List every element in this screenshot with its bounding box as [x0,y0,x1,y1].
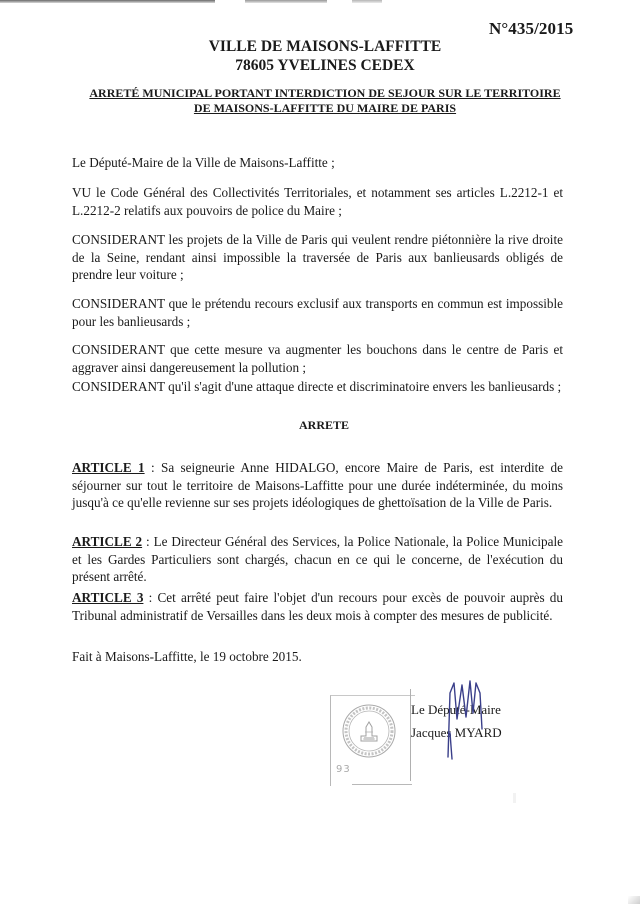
signatory-name: Jacques MYARD [411,725,502,740]
postal-address: 78605 YVELINES CEDEX [235,57,415,74]
article-3-separator: : [143,590,158,605]
municipality-header [0,37,640,75]
document-number: N°435/2015 [489,19,574,38]
decree-title-line-2: DE MAISONS-LAFFITTE DU MAIRE DE PARIS [193,100,457,115]
decree-title [0,86,640,115]
article-2 [72,533,563,586]
handwritten-signature-icon [440,673,500,763]
article-3-label: ARTICLE 3 [72,590,144,605]
arrete-heading: ARRETE [298,418,349,432]
stamp-underline [352,784,412,785]
preamble-considerant-3: CONSIDERANT que cette mesure va augmenter les bouchons dans le centre de Paris et aggraver ainsi dangereusement la pollution ; [72,342,563,375]
article-3 [72,589,563,624]
municipal-seal-icon [341,703,397,759]
article-1-label: ARTICLE 1 [72,460,145,475]
article-2-separator: : [142,534,154,549]
preamble-considerant-1: CONSIDERANT les projets de la Ville de Paris qui veulent rendre piétonnière la rive droite de la Seine, rendant ainsi impossible la traversée de Paris aux banlieusards obligés de prendre leur voiture ; [72,232,563,282]
preamble-considerant-4: CONSIDERANT qu'il s'agit d'une attaque directe et discriminatoire envers les banlieusards ; [72,379,562,394]
signature-block [322,685,522,795]
stamp-number: 93 [336,764,351,775]
signatory-title: Le Député-Maire [411,702,501,717]
scan-artifact [513,793,516,803]
article-1-text: Sa seigneurie Anne HIDALGO, encore Maire de Paris, est interdite de séjourner sur tout le territoire de Maisons-Laffitte pour une durée indéterminée, du moins jusqu'à ce qu'elle revienne sur ses projets idéologiques de ghettoïsation de la Ville de Paris. [72,460,563,510]
city-name: VILLE DE MAISONS-LAFFITTE [208,38,442,55]
article-2-text: Le Directeur Général des Services, la Police Nationale, la Police Municipale et les Gardes Particuliers sont chargés, chacun en ce qui le concerne, de l'exécution du présent arrêté. [72,534,563,584]
preamble-considerant-2: CONSIDERANT que le prétendu recours exclusif aux transports en commun est impossible pour les banlieusards ; [72,296,563,329]
article-1-separator: : [144,460,161,475]
decree-title-line-1: ARRETÉ MUNICIPAL PORTANT INTERDICTION DE SEJOUR SUR LE TERRITOIRE [89,86,561,100]
preamble-vu: VU le Code Général des Collectivités Territoriales, et notamment ses articles L.2212-1 et L.2212-2 relatifs aux pouvoirs de police du Maire ; [72,185,563,218]
article-3-text: Cet arrêté peut faire l'objet d'un recours pour excès de pouvoir auprès du Tribunal administratif de Versailles dans les deux mois à compter des mesures de publicité. [72,590,563,623]
place-and-date: Fait à Maisons-Laffitte, le 19 octobre 2015. [72,649,302,664]
page-corner [628,896,640,904]
article-2-label: ARTICLE 2 [72,534,143,549]
scan-edge-mid [245,0,327,3]
preamble-intro: Le Député-Maire de la Ville de Maisons-Laffitte ; [72,155,335,170]
article-1 [72,459,563,512]
scan-edge-right [352,0,382,3]
scan-edge-left [0,0,215,3]
